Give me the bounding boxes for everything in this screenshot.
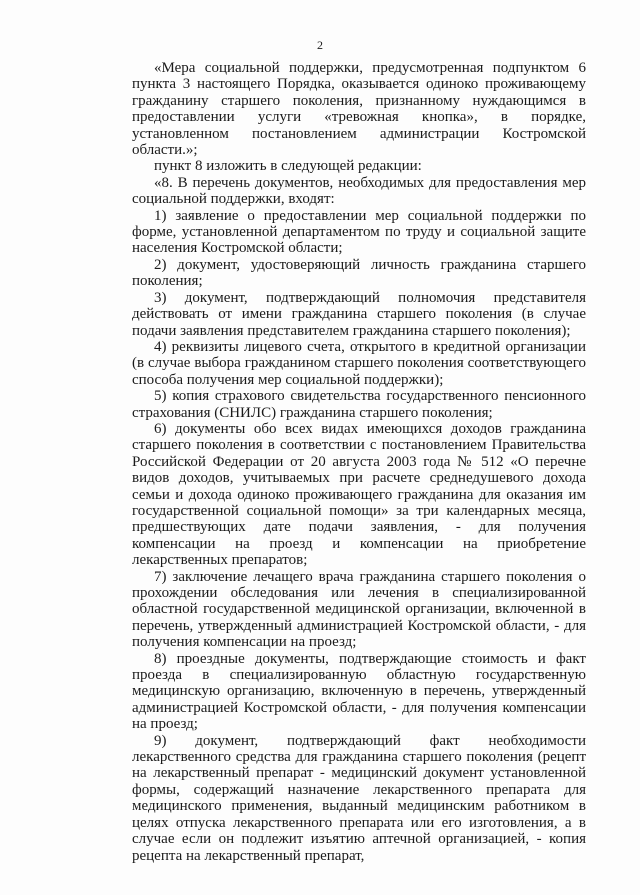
list-item-7: 7) заключение лечащего врача гражданина старшего поколения о прохождении обследования или лечения в специализированной областной государственной медицинской организации, включенной в перечень, утвержденный администрацией Костромской области, - для получения компенсации на проезд;: [132, 568, 586, 651]
list-item-3: 3) документ, подтверждающий полномочия представителя действовать от имени гражданина старшего поколения (в случае подачи заявления представителем гражданина старшего поколения);: [132, 289, 586, 339]
list-item-6: 6) документы обо всех видах имеющихся доходов гражданина старшего поколения в соответствии с постановлением Правительства Российской Федерации от 20 августа 2003 года № 512 «О перечне видов доходов, учитываемых при расчете среднедушевого дохода семьи и дохода одиноко проживающего гражданина для оказания им государственной социальной помощи» за три календарных месяца, предшествующих дате подачи заявления, - для получения компенсации на проезд и компенсации на приобретение лекарственных препаратов;: [132, 420, 586, 569]
document-body: [132, 60, 586, 864]
list-item-4: 4) реквизиты лицевого счета, открытого в кредитной организации (в случае выбора гражданином старшего поколения соответствующего способа получения мер социальной поддержки);: [132, 338, 586, 388]
list-item-9: 9) документ, подтверждающий факт необходимости лекарственного средства для гражданина старшего поколения (рецепт на лекарственный препарат - медицинский документ установленной формы, содержащий назначение лекарственного препарата для медицинского применения, выданный медицинским работником в целях отпуска лекарственного препарата или его изготовления, а в случае если он подлежит изъятию аптечной организацией, - копия рецепта на лекарственный препарат,: [132, 732, 586, 864]
list-item-5: 5) копия страхового свидетельства государственного пенсионного страхования (СНИЛС) гражданина старшего поколения;: [132, 388, 586, 421]
list-item-1: 1) заявление о предоставлении мер социальной поддержки по форме, установленной департаментом по труду и социальной защите населения Костромской области;: [132, 207, 586, 257]
list-item-2: 2) документ, удостоверяющий личность гражданина старшего поколения;: [132, 256, 586, 290]
page-number: 2: [317, 38, 323, 52]
paragraph-amend-point-8: пункт 8 изложить в следующей редакции:: [154, 158, 422, 175]
paragraph-quote-measure: «Мера социальной поддержки, предусмотренная подпунктом 6 пункта 3 настоящего Порядка, оказывается одиноко проживающему гражданину старшего поколения, признанному нуждающимся в предоставлении услуги «тревожная кнопка», в порядке, установленном постановлением администрации Костромской области.»;: [132, 60, 586, 159]
paragraph-documents-list-intro: «8. В перечень документов, необходимых для предоставления мер социальной поддержки, входят:: [132, 174, 586, 208]
list-item-8: 8) проездные документы, подтверждающие стоимость и факт проезда в специализированную областную государственную медицинскую организацию, включенную в перечень, утвержденный администрацией Костромской области, - для получения компенсации на проезд;: [132, 650, 586, 733]
